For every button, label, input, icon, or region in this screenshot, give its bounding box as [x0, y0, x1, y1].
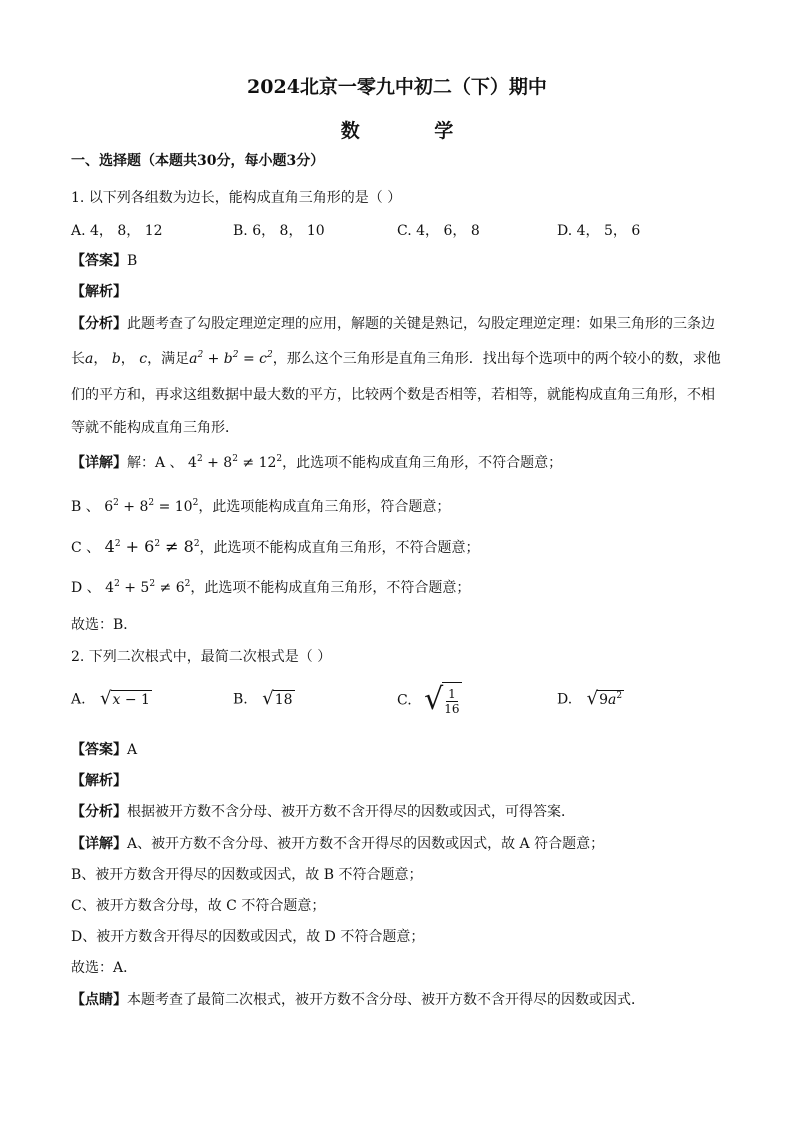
section-heading: 一、选择题（本题共30分，每小题3分）	[71, 153, 325, 169]
math-expr: $4^2 + 6^2 \ne 8^2$	[104, 537, 200, 556]
xiangjie-label: B 、	[71, 499, 100, 515]
q2-fenxi	[71, 802, 575, 822]
q2-option-b	[233, 690, 295, 709]
answer-tag: 【答案】	[71, 253, 127, 269]
option-label: D.	[557, 691, 573, 708]
q2-dianjing	[71, 990, 645, 1010]
q1-fenxi-line2: 长a， b， c，满足$a^2 + b^2 = c^2$，那么这个三角形是直角三角形．找出每个选项中的两个较小的数，求他	[71, 350, 721, 367]
option-label: C.	[397, 692, 412, 709]
q1-option-c: C. 4， 6， 8	[397, 223, 480, 239]
fenxi-tag: 【分析】	[71, 804, 127, 820]
fenxi-text: ，满足	[147, 351, 190, 367]
xiangjie-text: A、被开方数不含分母、被开方数不含开得尽的因数或因式，故 A 符合题意；	[127, 836, 605, 852]
page-title: 2024北京一零九中初二（下）期中	[247, 76, 547, 98]
q1-xiangjie-a	[71, 453, 562, 473]
fenxi-text: 长	[71, 351, 85, 367]
xiangjie-text: ，此选项不能构成直角三角形，不符合题意；	[190, 580, 471, 596]
q2-stem: 2. 下列二次根式中，最简二次根式是（ ）	[71, 649, 332, 665]
fenxi-text: 此题考查了勾股定理逆定理的应用，解题的关键是熟记，勾股定理逆定理：如果三角形的三条边	[127, 316, 715, 332]
option-label: B.	[233, 691, 248, 708]
q2-xiangjie-a	[71, 834, 604, 854]
math-expr: $4^2 + 8^2 \ne 12^2$	[188, 454, 283, 471]
q1-conclusion: 故选：B．	[71, 617, 138, 633]
q1-option-d: D. 4， 5， 6	[557, 223, 641, 239]
xiangjie-tag: 【详解】	[71, 455, 127, 471]
q2-option-a	[71, 690, 152, 709]
q1-fenxi-line3: 们的平方和，再求这组数据中最大数的平方，比较两个数是否相等，若相等，就能构成直角三角形，不相	[71, 387, 715, 403]
q2-answer	[71, 740, 137, 760]
xiangjie-text: ，此选项能构成直角三角形，符合题意；	[198, 499, 451, 515]
q2-conclusion: 故选：A．	[71, 960, 138, 976]
q1-answer	[71, 251, 137, 271]
answer-value: B	[127, 253, 138, 269]
q2-xiangjie-d: D、被开方数含开得尽的因数或因式，故 D 不符合题意；	[71, 929, 425, 945]
math-expr: $4^2 + 5^2 \ne 6^2$	[105, 579, 191, 596]
math-sides: a	[85, 351, 94, 367]
sqrt-18: √ 18	[262, 688, 293, 709]
q1-xiangjie-b	[71, 497, 450, 517]
q2-xiangjie-c: C、被开方数含分母，故 C 不符合题意；	[71, 898, 326, 914]
xiangjie-label: D 、	[71, 580, 101, 596]
math-c: c	[139, 351, 148, 367]
math-expr: $6^2 + 8^2 = 10^2$	[104, 498, 199, 515]
q2-xiangjie-b: B、被开方数含开得尽的因数或因式，故 B 不符合题意；	[71, 867, 423, 883]
sqrt-1-over-16: √ $\frac{1}{16}$	[424, 682, 460, 717]
q2-option-d	[557, 690, 624, 709]
xiangjie-label: C 、	[71, 540, 101, 556]
xiangjie-label: 解：A 、	[127, 455, 184, 471]
subject-title: 数 学	[340, 120, 488, 142]
answer-value: A	[127, 742, 138, 758]
dianjing-tag: 【点睛】	[71, 992, 127, 1008]
option-label: A.	[71, 691, 86, 708]
math-pythagoras: $a^2 + b^2 = c^2$	[189, 350, 273, 367]
sqrt-9a2: √ $9a^2$	[586, 688, 623, 709]
q1-fenxi-line4: 等就不能构成直角三角形．	[71, 420, 239, 436]
q1-fenxi-line1	[71, 314, 715, 334]
q2-analysis-tag: 【解析】	[71, 773, 127, 789]
answer-tag: 【答案】	[71, 742, 127, 758]
q1-stem: 1. 以下列各组数为边长，能构成直角三角形的是（ ）	[71, 190, 402, 206]
q1-xiangjie-d	[71, 578, 470, 598]
fenxi-text: 根据被开方数不含分母、被开方数不含开得尽的因数或因式，可得答案．	[127, 804, 575, 820]
fenxi-tag: 【分析】	[71, 316, 127, 332]
q1-option-a: A. 4， 8， 12	[71, 223, 163, 239]
q1-option-b: B. 6， 8， 10	[233, 223, 325, 239]
fenxi-text: ，那么这个三角形是直角三角形．找出每个选项中的两个较小的数，求他	[272, 351, 721, 367]
q1-xiangjie-c	[71, 537, 480, 558]
dianjing-text: 本题考查了最简二次根式，被开方数不含分母、被开方数不含开得尽的因数或因式．	[127, 992, 645, 1008]
sqrt-x-minus-1: √ x − 1	[100, 688, 150, 709]
xiangjie-text: ，此选项不能构成直角三角形，不符合题意；	[282, 455, 563, 471]
math-b: b	[111, 351, 121, 367]
xiangjie-text: ，此选项不能构成直角三角形，不符合题意；	[199, 540, 480, 556]
q1-analysis-tag: 【解析】	[71, 284, 127, 300]
xiangjie-tag: 【详解】	[71, 836, 127, 852]
q2-option-c	[397, 682, 462, 719]
